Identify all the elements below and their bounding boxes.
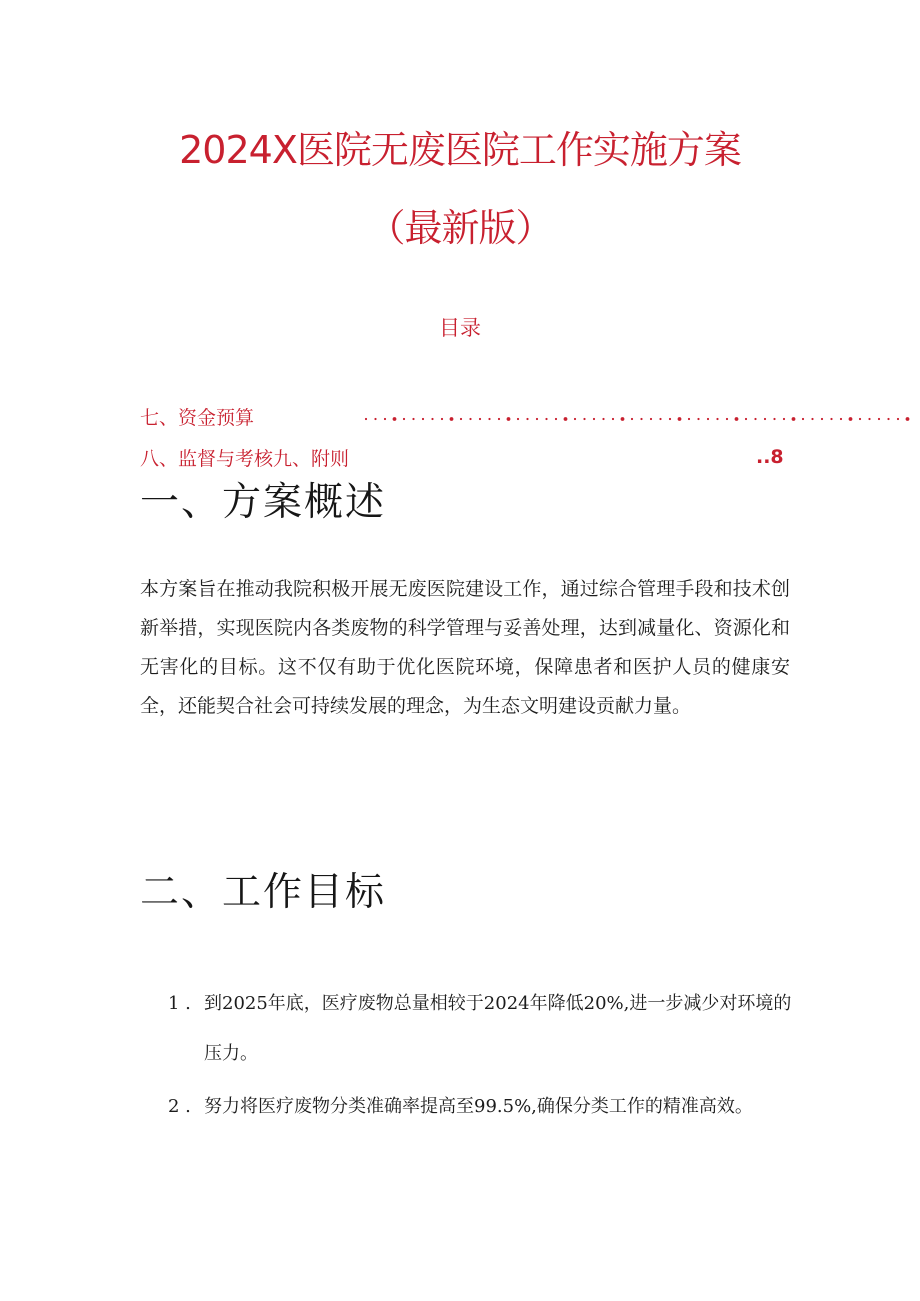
leader-dot — [365, 418, 367, 420]
leader-dot — [906, 417, 910, 421]
leader-dot — [431, 418, 433, 420]
leader-dot — [612, 418, 614, 420]
toc-entry-supervision[interactable]: 八、监督与考核九、附则 — [140, 448, 350, 470]
leader-dot — [650, 418, 652, 420]
leader-dot — [545, 418, 547, 420]
leader-dot — [384, 418, 386, 420]
toc-heading: 目录 — [439, 316, 481, 340]
leader-dot — [602, 418, 604, 420]
document-subtitle: （最新版） — [367, 206, 553, 250]
leader-dot — [460, 418, 462, 420]
goal-text: 努力将医疗废物分类准确率提高至99.5%,确保分类工作的精准高效。 — [204, 1096, 753, 1117]
leader-dot — [735, 417, 739, 421]
leader-dot — [564, 417, 568, 421]
leader-dot — [536, 418, 538, 420]
leader-dot — [441, 418, 443, 420]
leader-dot — [555, 418, 557, 420]
leader-dot — [669, 418, 671, 420]
leader-dot — [526, 418, 528, 420]
leader-dot — [374, 418, 376, 420]
leader-dot — [412, 418, 414, 420]
leader-dot — [507, 417, 511, 421]
leader-dot — [583, 418, 585, 420]
leader-dot — [393, 417, 397, 421]
goal-text: 到2025年底，医疗废物总量相较于2024年降低20%,进一步减少对环境的压力。 — [204, 993, 792, 1064]
leader-dot — [517, 418, 519, 420]
goal-list-item — [168, 1082, 798, 1132]
leader-dot — [897, 418, 899, 420]
section-body-overview: 本方案旨在推动我院积极开展无废医院建设工作，通过综合管理手段和技术创新举措，实现医院内各类废物的科学管理与妥善处理，达到减量化、资源化和无害化的目标。这不仅有助于优化医院环境，保障患者和医护人员的健康安全，还能契合社会可持续发展的理念，为生态文明建设贡献力量。 — [140, 578, 790, 717]
leader-dot — [707, 418, 709, 420]
leader-dot — [688, 418, 690, 420]
leader-dot — [773, 418, 775, 420]
leader-dot — [659, 418, 661, 420]
leader-dot — [830, 418, 832, 420]
document-title: 2024X医院无废医院工作实施方案 — [179, 128, 741, 172]
leader-dot — [868, 418, 870, 420]
goal-list-item — [168, 979, 798, 1079]
leader-dot — [745, 418, 747, 420]
toc-entry-budget[interactable]: 七、资金预算 — [140, 407, 255, 429]
goal-number: 2 . — [168, 1096, 191, 1117]
leader-dot — [697, 418, 699, 420]
leader-dot — [887, 418, 889, 420]
leader-dot — [403, 418, 405, 420]
leader-dot — [574, 418, 576, 420]
leader-dot — [849, 417, 853, 421]
leader-dot — [792, 417, 796, 421]
toc-page-number: ..8 — [756, 446, 784, 468]
toc-leader-dots — [362, 413, 918, 425]
leader-dot — [631, 418, 633, 420]
leader-dot — [811, 418, 813, 420]
leader-dot-group — [365, 417, 910, 421]
leader-dot — [488, 418, 490, 420]
leader-dot — [859, 418, 861, 420]
leader-dot — [640, 418, 642, 420]
goal-number: 1 . — [168, 993, 191, 1014]
leader-dot — [498, 418, 500, 420]
leader-dot — [754, 418, 756, 420]
section-heading-overview: 一、方案概述 — [140, 480, 387, 525]
leader-dot — [878, 418, 880, 420]
leader-dot — [593, 418, 595, 420]
leader-dot — [621, 417, 625, 421]
leader-dot — [783, 418, 785, 420]
leader-dot — [764, 418, 766, 420]
leader-dot — [726, 418, 728, 420]
leader-dot — [716, 418, 718, 420]
leader-dot — [840, 418, 842, 420]
section-heading-goals: 二、工作目标 — [140, 870, 387, 915]
leader-dot — [678, 417, 682, 421]
leader-dot — [469, 418, 471, 420]
leader-dot — [479, 418, 481, 420]
leader-dot — [450, 417, 454, 421]
leader-dot — [802, 418, 804, 420]
leader-dot — [821, 418, 823, 420]
leader-dot — [422, 418, 424, 420]
